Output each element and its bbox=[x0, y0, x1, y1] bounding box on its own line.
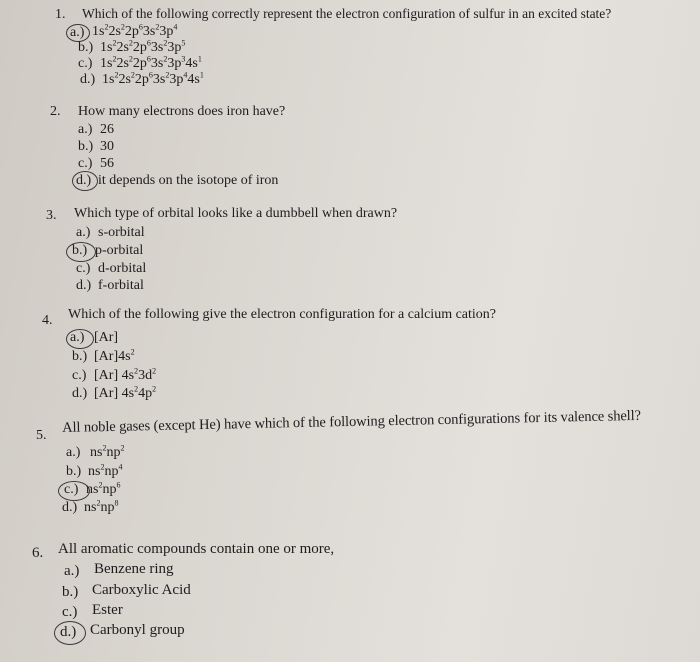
option-text: it depends on the isotope of iron bbox=[98, 173, 279, 188]
option-label: d.) bbox=[72, 386, 88, 401]
option-text: [Ar] $4s^24p^2$ bbox=[94, 384, 157, 401]
question-text: Which of the following give the electron configuration for a calcium cation? bbox=[68, 307, 497, 322]
option-text: $ns^2np^4$ bbox=[88, 462, 123, 479]
option-text: 56 bbox=[100, 156, 114, 171]
question-text: All noble gases (except He) have which of the following electron configurations for its valence shell? bbox=[62, 407, 642, 436]
option-label: c.) bbox=[76, 261, 91, 276]
option-text: 30 bbox=[100, 139, 114, 154]
option-text: Carboxylic Acid bbox=[92, 582, 191, 598]
question-number: 1. bbox=[55, 7, 66, 22]
question-number: 5. bbox=[36, 428, 47, 443]
option-label: a.) bbox=[64, 563, 80, 579]
option-text: 26 bbox=[100, 122, 114, 137]
option-text: s-orbital bbox=[98, 225, 145, 240]
option-text: Carbonyl group bbox=[90, 622, 185, 638]
option-label: c.) bbox=[78, 56, 93, 71]
option-label: d.) bbox=[60, 624, 77, 640]
option-label: a.) bbox=[70, 25, 85, 40]
option-label: c.) bbox=[72, 368, 87, 383]
question-number: 3. bbox=[46, 208, 57, 223]
option-text: $1s^22s^22p^63s^23p^44s^1$ bbox=[102, 70, 204, 87]
option-text: $1s^22s^22p^63s^23p^4$ bbox=[92, 22, 178, 39]
option-label: b.) bbox=[78, 40, 94, 55]
question-number: 2. bbox=[50, 104, 61, 119]
option-label: b.) bbox=[72, 243, 88, 258]
option-label: d.) bbox=[76, 173, 92, 188]
option-label: a.) bbox=[78, 122, 93, 137]
option-text: f-orbital bbox=[98, 278, 144, 293]
question-number: 4. bbox=[42, 313, 53, 328]
option-label: a.) bbox=[76, 225, 91, 240]
option-label: d.) bbox=[62, 500, 78, 515]
question-text: Which of the following correctly represent the electron configuration of sulfur in an excited state? bbox=[82, 6, 612, 21]
option-label: b.) bbox=[66, 464, 82, 479]
option-label: b.) bbox=[72, 349, 88, 364]
question-text: All aromatic compounds contain one or more, bbox=[58, 541, 335, 557]
option-text: $ns^2np^6$ bbox=[86, 480, 121, 497]
option-text: $1s^22s^22p^63s^23p^5$ bbox=[100, 38, 186, 55]
option-label: a.) bbox=[66, 445, 81, 460]
option-text: $[Ar]4s^2$ bbox=[94, 347, 135, 364]
option-label: d.) bbox=[76, 278, 92, 293]
option-text: Ester bbox=[92, 602, 123, 618]
option-text: Benzene ring bbox=[94, 561, 174, 577]
option-label: c.) bbox=[62, 604, 78, 620]
option-text: $1s^22s^22p^63s^23p^34s^1$ bbox=[100, 54, 202, 71]
option-text: $ns^2np^8$ bbox=[84, 498, 119, 515]
option-text: d-orbital bbox=[98, 261, 147, 276]
option-label: b.) bbox=[78, 139, 94, 154]
option-label: b.) bbox=[62, 584, 79, 600]
question-number: 6. bbox=[32, 545, 44, 561]
option-label: a.) bbox=[70, 330, 85, 345]
question-text: Which type of orbital looks like a dumbbell when drawn? bbox=[74, 206, 398, 221]
question-text: How many electrons does iron have? bbox=[78, 104, 286, 119]
option-label: c.) bbox=[78, 156, 93, 171]
option-text: [Ar] bbox=[94, 330, 119, 345]
option-label: d.) bbox=[80, 72, 96, 87]
option-label: c.) bbox=[64, 482, 79, 497]
option-text: [Ar] $4s^23d^2$ bbox=[94, 366, 157, 383]
option-text: p-orbital bbox=[95, 243, 144, 258]
option-text: $ns^2np^2$ bbox=[90, 443, 125, 460]
